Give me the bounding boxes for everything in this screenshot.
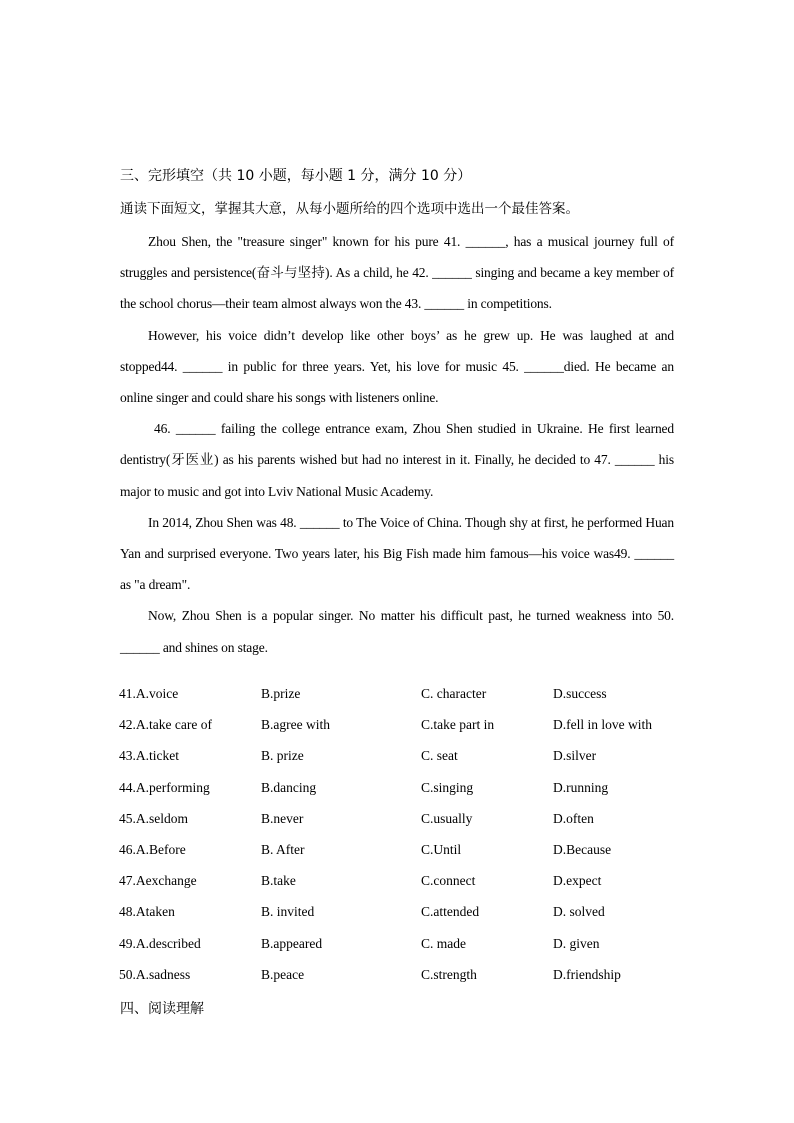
option-47-c: C.connect (421, 873, 476, 889)
option-49-a: 49.A.described (119, 935, 201, 951)
option-50-d: D.friendship (553, 966, 621, 982)
option-44-b: B.dancing (261, 779, 317, 795)
question-41-options (119, 682, 679, 713)
option-50-c: C.strength (421, 966, 477, 982)
passage-paragraph-1: Zhou Shen, the "treasure singer" known for his pure 41. ______, has a musical journey full of struggles and persistence(奋斗与坚持). As a child, he 42. ______ singing and became a key member of the school chorus—their team almost always won the 43. ______ in competitions. (120, 234, 674, 312)
question-44-options (119, 776, 679, 807)
option-45-a: 45.A.seldom (119, 810, 188, 826)
question-47-options (119, 869, 679, 900)
option-46-b: B. After (261, 841, 305, 857)
passage-paragraph-2: However, his voice didn’t develop like other boys’ as he grew up. He was laughed at and stopped44. ______ in public for three years. Yet, his love for music 45. ______died. He became an online singer and could share his songs with listeners online. (120, 327, 674, 406)
option-42-c: C.take part in (421, 717, 495, 733)
option-48-b: B. invited (261, 904, 315, 920)
question-50-options (119, 963, 679, 994)
section-3-instruction: 通读下面短文，掌握其大意，从每小题所给的四个选项中选出一个最佳答案。 (120, 201, 579, 217)
section-4-heading: 四、阅读理解 (120, 1001, 204, 1017)
option-41-b: B.prize (261, 686, 301, 701)
option-43-c: C. seat (421, 748, 458, 764)
option-48-a: 48.Ataken (119, 904, 175, 920)
option-50-b: B.peace (261, 966, 305, 982)
option-41-c: C. character (421, 686, 487, 701)
option-49-d: D. given (553, 935, 600, 951)
option-44-a: 44.A.performing (119, 779, 210, 795)
passage-paragraph-4: In 2014, Zhou Shen was 48. ______ to The Voice of China. Though shy at first, he performed Huan Yan and surprised everyone. Two years later, his Big Fish made him famous—his voice was49. ______ as "a dream". (120, 514, 674, 593)
option-48-c: C.attended (421, 904, 480, 920)
option-45-d: D.often (553, 810, 594, 826)
option-47-a: 47.Aexchange (119, 873, 197, 889)
option-43-a: 43.A.ticket (119, 748, 179, 764)
passage-paragraph-5: Now, Zhou Shen is a popular singer. No matter his difficult past, he turned weakness into 50. ______ and shines on stage. (120, 608, 674, 655)
option-42-d: D.fell in love with (553, 717, 652, 733)
option-42-a: 42.A.take care of (119, 717, 212, 733)
question-43-options (119, 744, 679, 775)
question-42-options (119, 713, 679, 744)
question-46-options (119, 838, 679, 869)
option-42-b: B.agree with (261, 717, 330, 733)
option-44-d: D.running (553, 779, 609, 795)
option-50-a: 50.A.sadness (119, 966, 191, 982)
answer-options-table (119, 682, 679, 994)
option-47-d: D.expect (553, 873, 602, 889)
option-49-b: B.appeared (261, 935, 323, 951)
option-46-a: 46.A.Before (119, 841, 186, 857)
option-43-b: B. prize (261, 748, 304, 764)
question-48-options (119, 900, 679, 931)
option-45-c: C.usually (421, 810, 473, 826)
option-46-d: D.Because (553, 841, 612, 857)
option-41-d: D.success (553, 686, 607, 701)
option-49-c: C. made (421, 935, 466, 951)
passage-paragraph-3: 46. ______ failing the college entrance exam, Zhou Shen studied in Ukraine. He first learned dentistry(牙医业) as his parents wished but had no interest in it. Finally, he decided to 47. ______ his major to music and got into Lviv National Music Academy. (120, 421, 674, 499)
option-47-b: B.take (261, 873, 296, 889)
option-44-c: C.singing (421, 779, 474, 795)
option-48-d: D. solved (553, 904, 605, 920)
question-45-options (119, 807, 679, 838)
section-3-heading: 三、完形填空（共 10 小题，每小题 1 分，满分 10 分） (120, 168, 472, 184)
cloze-passage (120, 226, 674, 663)
option-45-b: B.never (261, 810, 304, 826)
option-46-c: C.Until (421, 841, 462, 857)
option-41-a: 41.A.voice (119, 686, 179, 701)
question-49-options (119, 932, 679, 963)
option-43-d: D.silver (553, 748, 597, 764)
